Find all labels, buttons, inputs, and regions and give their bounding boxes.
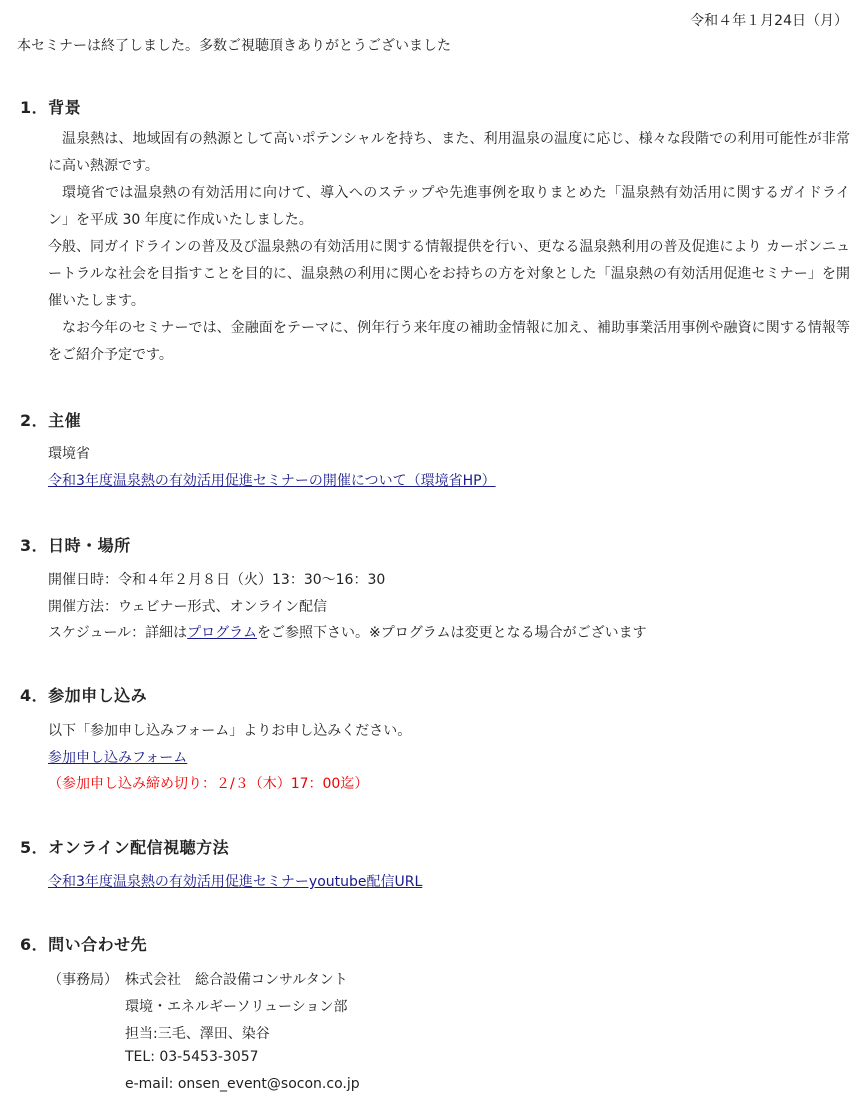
end-notice: 本セミナーは終了しました。多数ご視聴頂きありがとうございました (17, 38, 451, 54)
registration-form-link[interactable]: 参加申し込みフォーム (48, 750, 188, 766)
registration-deadline: （参加申し込み締め切り：２/３（木）17：00迄） (48, 776, 369, 792)
section-title-datetime: 3．日時・場所 (20, 536, 131, 555)
section-title-organizer: 2．主催 (20, 411, 82, 430)
program-link[interactable]: プログラム (187, 625, 258, 641)
section-title-background: 1．背景 (20, 98, 82, 117)
registration-instruction: 以下「参加申し込みフォーム」よりお申し込みください。 (48, 723, 412, 739)
event-schedule (48, 622, 647, 642)
event-date: 開催日時：令和４年２月８日（火）13：30〜16：30 (48, 572, 386, 588)
background-paragraph-2: 環境省では温泉熱の有効活用に向けて、導入へのステップや先進事例を取りまとめた「温泉熱有効活用に関するガイドライン」を平成 30 年度に作成いたしました。 (48, 185, 850, 228)
event-method: 開催方法：ウェビナー形式、オンライン配信 (48, 599, 328, 615)
schedule-suffix: をご参照下さい。※プログラムは変更となる場合がございます (257, 625, 647, 641)
youtube-link[interactable]: 令和3年度温泉熱の有効活用促進セミナーyoutube配信URL (48, 874, 423, 890)
background-paragraph-1: 温泉熱は、地域固有の熱源として高いポテンシャルを持ち、また、利用温泉の温度に応じ、様々な段階での利用可能性が非常に高い熱源です。 (48, 131, 850, 174)
schedule-prefix: スケジュール：詳細は (48, 625, 188, 641)
section-title-registration: 4．参加申し込み (20, 686, 148, 705)
background-text (48, 126, 850, 369)
office-label: （事務局） (48, 972, 118, 988)
organizer-link[interactable]: 令和3年度温泉熱の有効活用促進セミナーの開催について（環境省HP） (48, 473, 496, 489)
contact-company: 株式会社 総合設備コンサルタント (125, 972, 348, 988)
organizer-name: 環境省 (48, 446, 90, 462)
background-paragraph-4: なお今年のセミナーでは、金融面をテーマに、例年行う来年度の補助金情報に加え、補助事業活用事例や融資に関する情報等をご紹介予定です。 (48, 320, 850, 363)
contact-staff: 担当:三毛、澤田、染谷 (125, 1026, 270, 1042)
section-title-streaming: 5．オンライン配信視聴方法 (20, 838, 230, 857)
date-line: 令和４年１月24日（月） (690, 13, 848, 29)
background-paragraph-3: 今般、同ガイドラインの普及及び温泉熱の有効活用に関する情報提供を行い、更なる温泉熱利用の普及促進により カーボンニュートラルな社会を目指すことを目的に、温泉熱の利用に関心をお持ちの方を対象とした「温泉熱の有効活用促進セミナー」を開催いたします。 (48, 239, 850, 309)
contact-department: 環境・エネルギーソリューション部 (125, 999, 348, 1015)
section-title-contact: 6．問い合わせ先 (20, 935, 148, 954)
contact-tel: TEL: 03-5453-3057 (125, 1049, 259, 1065)
contact-email: e-mail: onsen_event@socon.co.jp (125, 1076, 360, 1092)
